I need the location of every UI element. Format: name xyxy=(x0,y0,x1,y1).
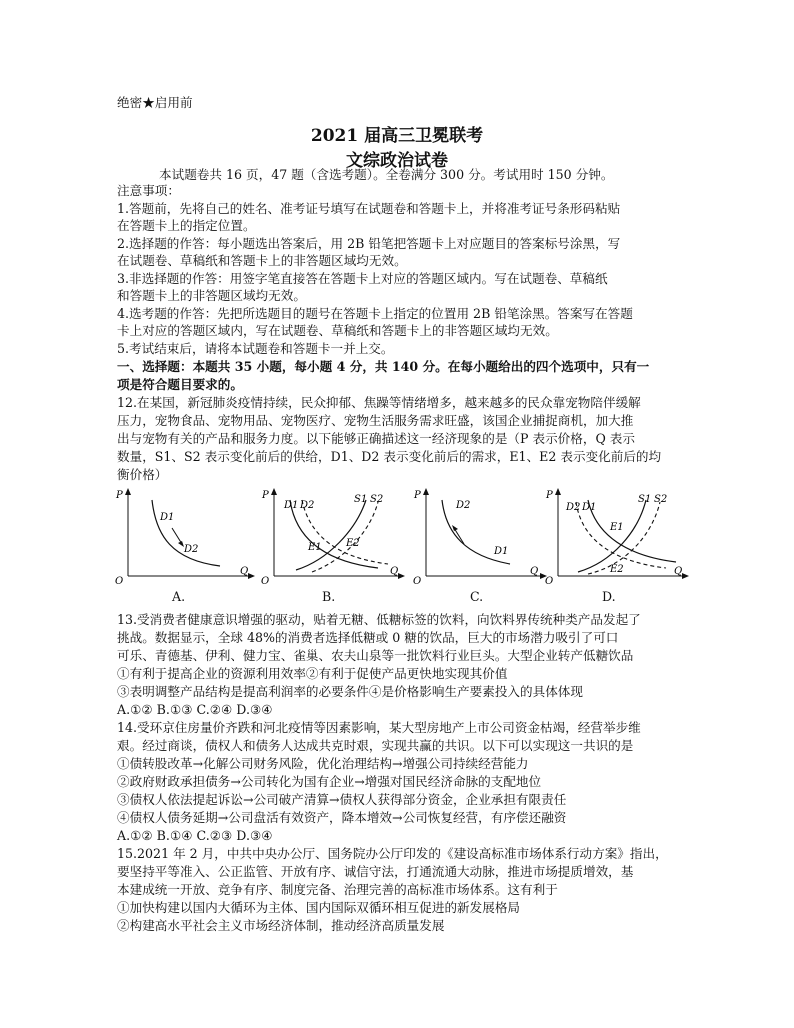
q13-line: ③表明调整产品结构是提高利润率的必要条件④是价格影响生产要素投入的具体体现 xyxy=(117,684,583,699)
note-line: 和答题卡上的非答题区域均无效。 xyxy=(117,288,306,303)
axis-p-label: P xyxy=(546,490,553,501)
q13-line: 挑战。数据显示，全球 48%的消费者选择低糖或 0 糖的饮品，巨大的市场潜力吸引了可口 xyxy=(117,630,619,645)
origin-label: O xyxy=(413,576,422,586)
q15-line: 本建成统一开放、竞争有序、制度完备、治理完善的高标准市场体系。这有利于 xyxy=(117,882,558,897)
q15-line: ②构建高水平社会主义市场经济体制，推动经济高质量发展 xyxy=(117,918,445,933)
q13-line: 13.受消费者健康意识增强的驱动，贴着无糖、低糖标签的饮料，向饮料界传统种类产品发起了 xyxy=(117,612,641,627)
curve-label-d2: D2 xyxy=(566,502,581,513)
note-line: 4.选考题的作答：先把所选题目的题号在答题卡上指定的位置用 2B 铅笔涂黑。答案写在答题 xyxy=(117,306,633,321)
note-line: 5.考试结束后，请将本试题卷和答题卡一并上交。 xyxy=(117,341,394,356)
q14-line: ④债权人债务延期→公司盘活有效资产，降本增效→公司恢复经营，有序偿还融资 xyxy=(117,810,567,825)
curve-label-d2: D2 xyxy=(300,500,315,511)
note-line: 卡上对应的答题区域内，写在试题卷、草稿纸和答题卡上的非答题区域均无效。 xyxy=(117,323,558,338)
q15-line: 15.2021 年 2 月，中共中央办公厅、国务院办公厅印发的《建设高标准市场体系行动方案》指出， xyxy=(117,846,668,861)
curve-label-e2: E2 xyxy=(346,538,360,549)
axis-p-label: P xyxy=(116,490,123,501)
curve-label-e2: E2 xyxy=(610,564,624,575)
q14-line: ①债转股改革→化解公司财务风险，优化治理结构→增强公司持续经营能力 xyxy=(117,756,529,771)
section-heading-cont: 项是符合题目要求的。 xyxy=(117,377,243,392)
exam-title: 2021 届高三卫冕联考 xyxy=(310,126,484,146)
curve-label-s1: S1 xyxy=(354,494,368,505)
curve-label-d1: D1 xyxy=(160,512,175,523)
axis-q-label: Q xyxy=(390,566,399,577)
note-line: 在试题卷、草稿纸和答题卡上的非答题区域均无效。 xyxy=(117,253,407,268)
axis-q-label: Q xyxy=(674,566,683,577)
note-line: 3.非选择题的作答：用签字笔直接答在答题卡上对应的答题区域内。写在试题卷、草稿纸 xyxy=(117,271,608,286)
origin-label: O xyxy=(115,576,124,586)
graph-label-b: B. xyxy=(322,589,336,604)
curve-label-d1: D1 xyxy=(284,500,299,511)
q12-line: 12.在某国，新冠肺炎疫情持续，民众抑郁、焦躁等情绪增多，越来越多的民众靠宠物陪伴缓解 xyxy=(117,395,641,410)
origin-label: O xyxy=(261,576,270,586)
curve-label-d2: D2 xyxy=(456,500,471,511)
intro-line: 本试题卷共 16 页，47 题（含选考题）。全卷满分 300 分。考试用时 150 分钟。 xyxy=(159,167,614,182)
graph-label-d: D. xyxy=(602,589,616,604)
q14-line: ③债权人依法提起诉讼→公司破产清算→债权人获得部分资金，企业承担有限责任 xyxy=(117,792,567,807)
origin-label: O xyxy=(545,576,554,586)
secret-mark: 绝密★启用前 xyxy=(117,95,193,110)
q12-line: 衡价格） xyxy=(117,467,168,482)
axis-p-label: P xyxy=(262,490,269,501)
q14-line: 艰。经过商谈，债权人和债务人达成共克时艰，实现共赢的共识。以下可以实现这一共识的是 xyxy=(117,738,634,753)
curve-label-d1: D1 xyxy=(494,546,509,557)
axis-p-label: P xyxy=(414,490,421,501)
q12-line: 压力，宠物食品、宠物用品、宠物医疗、宠物生活服务需求旺盛，该国企业捕捉商机，加大推 xyxy=(117,413,634,428)
q12-line: 数量，S1、S2 表示变化前后的供给，D1、D2 表示变化前后的需求，E1、E2 表示变化前后的均 xyxy=(117,449,662,464)
q15-line: ①加快构建以国内大循环为主体、国内国际双循环相互促进的新发展格局 xyxy=(117,900,520,915)
q14-line: ②政府财政承担债务→公司转化为国有企业→增强对国民经济命脉的支配地位 xyxy=(117,774,542,789)
q13-line: 可乐、青德基、伊利、健力宝、雀巢、农夫山泉等一批饮料行业巨头。大型企业转产低糖饮品 xyxy=(117,648,634,663)
note-line: 2.选择题的作答：每小题选出答案后，用 2B 铅笔把答题卡上对应题目的答案标号涂黑，写 xyxy=(117,236,621,251)
q12-graphs xyxy=(112,486,692,606)
curve-label-e1: E1 xyxy=(308,542,322,553)
q14-line: 14.受环京住房量价齐跌和河北疫情等因素影响，某大型房地产上市公司资金枯竭，经营举步维 xyxy=(117,720,641,735)
q13-options: A.①② B.①③ C.②④ D.③④ xyxy=(117,702,273,717)
graph-b xyxy=(258,486,408,586)
curve-label-s1: S1 xyxy=(638,494,652,505)
graph-d xyxy=(542,486,692,586)
note-line: 1.答题前，先将自己的姓名、准考证号填写在试题卷和答题卡上，并将准考证号条形码粘贴 xyxy=(117,201,621,216)
curve-label-s2: S2 xyxy=(370,494,384,505)
exam-subtitle: 文综政治试卷 xyxy=(346,151,448,171)
notes-heading: 注意事项： xyxy=(117,183,180,198)
curve-label-s2: S2 xyxy=(654,494,668,505)
axis-q-label: Q xyxy=(530,566,539,577)
q14-options: A.①② B.①④ C.②③ D.③④ xyxy=(117,828,273,843)
q13-line: ①有利于提高企业的资源利用效率②有利于促使产品更快地实现其价值 xyxy=(117,666,508,681)
graph-c xyxy=(410,486,550,586)
curve-label-d1: D1 xyxy=(582,502,597,513)
graph-a xyxy=(112,486,257,586)
curve-label-e1: E1 xyxy=(610,522,624,533)
graph-label-a: A. xyxy=(172,589,186,604)
section-heading: 一、选择题：本题共 35 小题，每小题 4 分，共 140 分。在每小题给出的四个选项中，只有一 xyxy=(117,359,650,374)
curve-label-d2: D2 xyxy=(184,544,199,555)
graph-label-c: C. xyxy=(470,589,484,604)
axis-q-label: Q xyxy=(240,566,249,577)
q15-line: 要坚持平等准入、公正监管、开放有序、诚信守法，打通流通大动脉，推进市场提质增效，基 xyxy=(117,864,634,879)
note-line: 在答题卡上的指定位置。 xyxy=(117,218,256,233)
q12-line: 出与宠物有关的产品和服务力度。以下能够正确描述这一经济现象的是（P 表示价格，Q 表示 xyxy=(117,431,635,446)
